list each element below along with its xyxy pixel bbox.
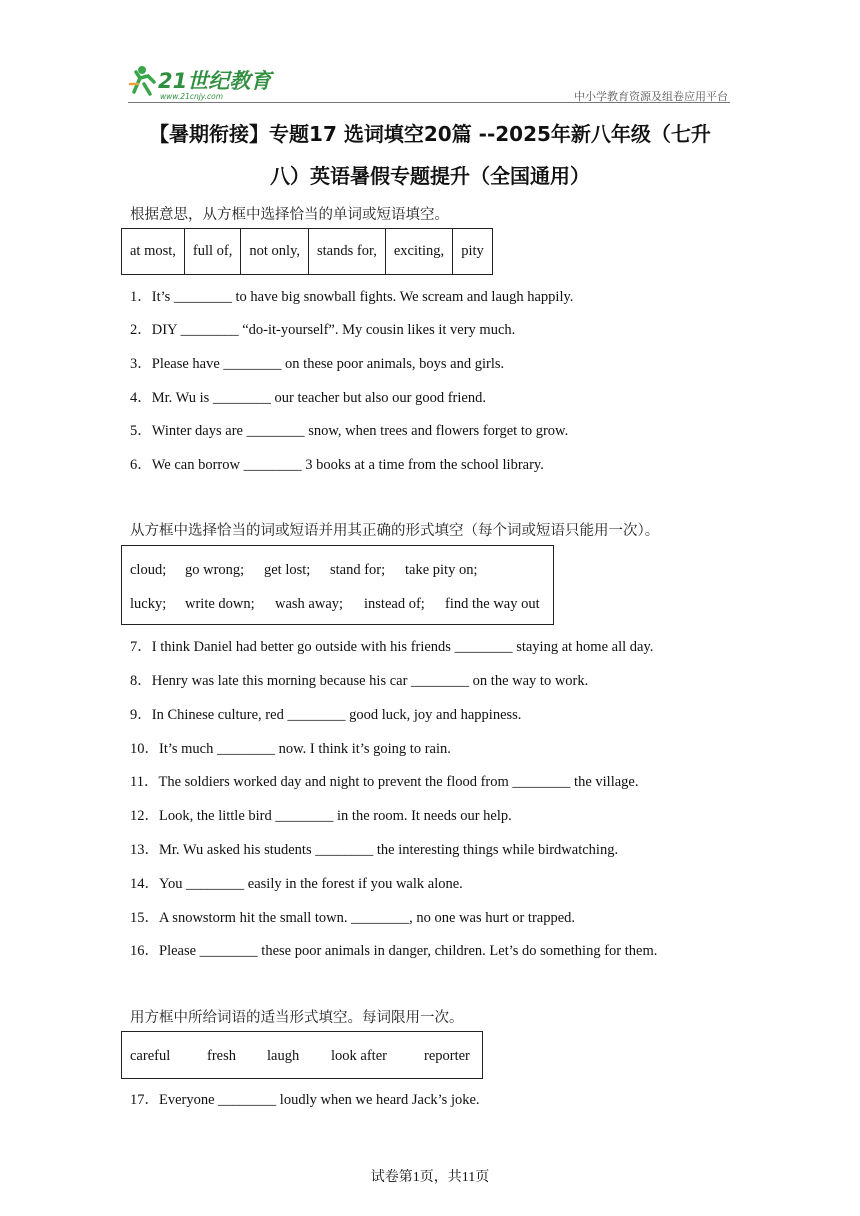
question-2: 2．DIY ________ “do-it-yourself”. My cousin likes it very much. (130, 322, 516, 338)
question-16: 16．Please ________ these poor animals in danger, children. Let’s do something for them. (130, 943, 658, 959)
question-4: 4．Mr. Wu is ________ our teacher but also our good friend. (130, 390, 486, 406)
question-17: 17．Everyone ________ loudly when we heard Jack’s joke. (130, 1092, 480, 1108)
page-number: 试卷第1页，共11页 (370, 1170, 490, 1185)
page-header (128, 62, 730, 104)
word-box-item: get lost; (264, 562, 311, 578)
word-box-row (130, 596, 540, 613)
question-7: 7．I think Daniel had better go outside with his friends ________ staying at home all day. (130, 639, 654, 655)
word-box-item: look after (331, 1048, 387, 1064)
21cnjy-logo (128, 62, 278, 102)
document-title-line2: 八）英语暑假专题提升（全国通用） (270, 164, 590, 188)
word-box-item: laugh (267, 1048, 300, 1064)
word-box-cell: at most, (122, 229, 185, 275)
word-box-item: write down; (185, 596, 255, 612)
question-12: 12．Look, the little bird ________ in the room. It needs our help. (130, 808, 512, 824)
question-13: 13．Mr. Wu asked his students ________ the interesting things while birdwatching. (130, 842, 619, 858)
question-11: 11．The soldiers worked day and night to prevent the flood from ________ the village. (130, 774, 639, 790)
document-title-line1: 【暑期衔接】专题17 选词填空20篇 --2025年新八年级（七升 (149, 122, 711, 146)
question-1: 1．It’s ________ to have big snowball fights. We scream and laugh happily. (130, 289, 574, 305)
section2-instruction: 从方框中选择恰当的词或短语并用其正确的形式填空（每个词或短语只能用一次）。 (130, 523, 660, 539)
word-box-item: instead of; (364, 596, 425, 612)
word-box-item: take pity on; (405, 562, 478, 578)
platform-name: 中小学教育资源及组卷应用平台 (574, 90, 728, 103)
word-box-cell: pity (453, 229, 493, 275)
section2-word-box (121, 545, 554, 625)
word-box-item: cloud; (130, 562, 167, 578)
question-8: 8．Henry was late this morning because his car ________ on the way to work. (130, 673, 589, 689)
question-9: 9．In Chinese culture, red ________ good luck, joy and happiness. (130, 707, 522, 723)
word-box-row (130, 562, 478, 579)
section3-instruction: 用方框中所给词语的适当形式填空。每词限用一次。 (130, 1010, 464, 1026)
word-box-item: stand for; (330, 562, 386, 578)
word-box-item: wash away; (275, 596, 344, 612)
word-box-row (130, 1048, 470, 1065)
question-15: 15．A snowstorm hit the small town. ________, no one was hurt or trapped. (130, 910, 576, 926)
word-box-cell: exciting, (385, 229, 452, 275)
question-5: 5．Winter days are ________ snow, when trees and flowers forget to grow. (130, 423, 569, 439)
word-box-item: careful (130, 1048, 171, 1064)
section1-instruction: 根据意思，从方框中选择恰当的单词或短语填空。 (130, 207, 449, 223)
svg-text:21世纪教育: 21世纪教育 (158, 69, 272, 93)
question-3: 3．Please have ________ on these poor animals, boys and girls. (130, 356, 505, 372)
word-box-item: go wrong; (185, 562, 245, 578)
word-box-cell: full of, (184, 229, 240, 275)
header-divider (128, 102, 730, 103)
question-10: 10．It’s much ________ now. I think it’s going to rain. (130, 741, 451, 757)
question-6: 6．We can borrow ________ 3 books at a time from the school library. (130, 457, 544, 473)
word-box-cell: stands for, (309, 229, 386, 275)
question-14: 14．You ________ easily in the forest if you walk alone. (130, 876, 463, 892)
section1-word-box (121, 228, 493, 275)
word-box-item: find the way out (445, 596, 540, 612)
word-box-cell: not only, (241, 229, 309, 275)
word-box-item: lucky; (130, 596, 167, 612)
section3-word-box (121, 1031, 483, 1079)
svg-text:www.21cnjy.com: www.21cnjy.com (160, 92, 224, 101)
word-box-item: reporter (424, 1048, 470, 1064)
word-box-item: fresh (207, 1048, 236, 1064)
